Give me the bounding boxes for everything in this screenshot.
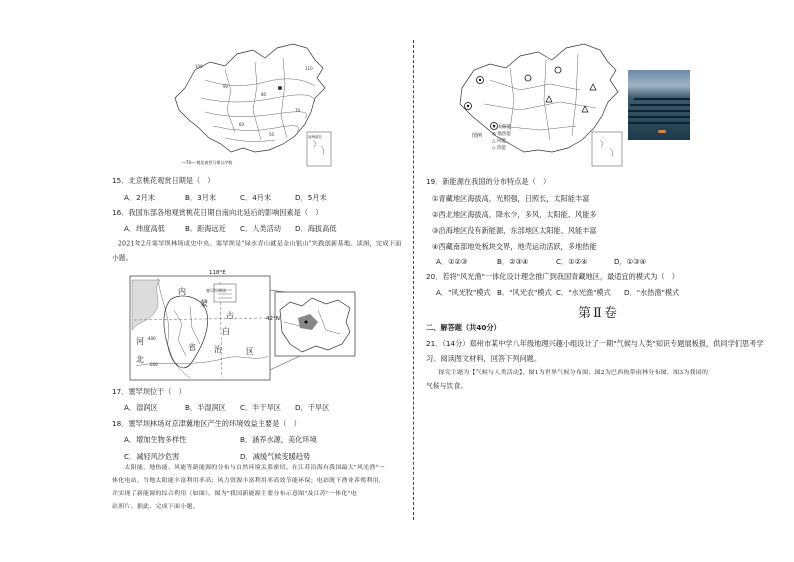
question-19-item-3: ③沿海地区没有新能源，东部地区太阳能、风能丰富: [432, 226, 597, 235]
question-19-item-1: ①青藏地区海拔高，光照强，日照长，太阳能丰富: [432, 194, 590, 203]
question-18-stem: 18．塞罕坝林场对京津冀地区产生的环境效益主要是（ ）: [112, 419, 301, 428]
question-17-option-d[interactable]: D．干旱区: [295, 403, 330, 412]
question-15-option-c[interactable]: C．4月末: [240, 193, 272, 202]
intro-new-energy: [112, 462, 412, 514]
question-16-stem: 16．我国东部各地观赏桃花日期自南向北延后的影响因素是（ ）: [112, 208, 323, 217]
map2-label-bei: 北: [136, 355, 144, 364]
map2-label-he: 河: [136, 337, 144, 346]
question-19-option-d[interactable]: D．①③④: [614, 257, 647, 266]
svg-text:90: 90: [223, 84, 229, 89]
map2-label-sheng: 省: [188, 343, 196, 352]
svg-text:70: 70: [295, 108, 301, 113]
saihanba-map: [130, 270, 410, 380]
heat-icon: ◇: [492, 146, 496, 151]
intro-new-energy-line4: 站照片。据此，完成下面小题。: [112, 502, 199, 510]
question-18-option-a[interactable]: A．增加生物多样性: [124, 435, 187, 444]
intro-saihanba-line1: 2021年2月塞罕坝林场成史中央。塞罕坝是"绿水青山就是金山银山"实践创新基地。读图，完成下面: [118, 239, 402, 248]
question-21-line2: 习。阅读图文材料，回答下列问题。: [426, 354, 542, 363]
question-19-option-b[interactable]: B．②③④: [497, 257, 529, 266]
svg-text:110: 110: [305, 66, 313, 71]
question-20-option-d[interactable]: D．"水热渔"模式: [624, 288, 680, 297]
question-20-stem: 20．若将"风光渔"一体化设计理念推广到我国青藏地区，最适宜的模式为（ ）: [426, 272, 679, 281]
question-16-option-c[interactable]: C．人类活动: [240, 224, 281, 233]
question-16-option-d[interactable]: D．海拔高低: [295, 224, 337, 233]
intro-new-energy-line3: 并实现了新能源的综合利用（如图）。图为"我国新能源主要分布示意图"及江苏"一体化"电: [112, 489, 357, 497]
question-20-option-c[interactable]: C．"水光渔"模式: [556, 288, 611, 297]
intro-new-energy-line1: 太阳能、地热能、风能等新能源的分布与自然环境关系密切。在江苏沿海有我国最大"风光渔"一: [112, 463, 385, 471]
map2-label-bai: 白: [222, 327, 230, 336]
energy-legend-title: 图例: [472, 133, 483, 139]
question-21-material-line2: 气候与饮食。: [426, 382, 468, 390]
map2-label-zhi: 治: [214, 345, 222, 354]
section-2-title: 第Ⅱ卷: [578, 306, 619, 321]
question-20-option-b[interactable]: B．"风光农"模式: [497, 288, 552, 297]
wind-icon: △: [492, 139, 496, 144]
legend-item-geothermal: 地热能: [497, 132, 511, 137]
question-15-option-d[interactable]: D．5月末: [295, 193, 327, 202]
map2-contour-400: 400: [148, 336, 156, 341]
geothermal-icon: ◎: [492, 132, 496, 137]
legend-item-wind: 风能: [496, 139, 506, 144]
sun-icon: ☼: [492, 125, 497, 130]
map2-label-meng: 蒙: [200, 299, 208, 308]
column-divider: [413, 40, 414, 520]
question-20-option-a[interactable]: A．"风光牧"模式: [436, 288, 491, 297]
map2-contour-600: 600: [150, 362, 158, 367]
question-17-stem: 17．塞罕坝位于（ ）: [112, 387, 186, 396]
question-19-option-a[interactable]: A．①②③: [436, 257, 468, 266]
svg-text:100: 100: [195, 64, 203, 69]
question-21-material-line1: 探究主题为【气候与人类活动】，图1为世界气候分布图，图2为巴西热带雨林分布图，图3为我国的: [426, 368, 709, 376]
part-2-heading: 二、解答题（共40分）: [426, 323, 501, 332]
question-21-material: [426, 367, 726, 393]
svg-text:60: 60: [239, 122, 245, 127]
solar-fishery-photo: [628, 70, 690, 140]
question-15-stem: 15．北京桃花观赏日期是（ ）: [112, 176, 215, 185]
question-17-option-c[interactable]: C．半干旱区: [240, 403, 281, 412]
question-17-option-b[interactable]: B．半湿润区: [185, 403, 226, 412]
question-15-option-b[interactable]: B．3月末: [185, 193, 217, 202]
question-18-option-b[interactable]: B．涵养水源，美化环境: [240, 435, 317, 444]
peach-blossom-map: [165, 40, 345, 170]
map2-latitude: 42°N: [266, 316, 280, 322]
question-19-stem: 19．新能源在我国的分布特点是（ ）: [426, 177, 551, 186]
legend-item-heat: 热能: [496, 146, 506, 151]
question-16-option-b[interactable]: B．距海远近: [185, 224, 226, 233]
question-16-option-a[interactable]: A．纬度高低: [124, 224, 165, 233]
question-19-item-2: ②西北地区海拔高，降水少，多风，太阳能、风能多: [432, 210, 597, 219]
question-21-line1: 21．（14分）郑州市某中学八年级地理兴趣小组设计了一期"气候与人类"知识专题展板报，供同学们思考学: [426, 339, 764, 348]
svg-text:50: 50: [269, 132, 275, 137]
map1-caption: —70— 桃花观赏日期日序数: [182, 160, 233, 165]
map1-inset-label: 南海诸岛: [308, 135, 322, 139]
question-19-option-c[interactable]: C．①②④: [556, 257, 588, 266]
intro-new-energy-line2: 体化电站，当地太阳能丰富利用率高；风力资源丰富利用率高效节能环保；电站既下渔业养殖利用，: [112, 476, 385, 484]
legend-item-solar: 太阳能: [497, 125, 511, 130]
map2-label-qu: 区: [246, 347, 254, 356]
question-18-option-c[interactable]: C．减轻风沙危害: [124, 452, 180, 461]
svg-text:80: 80: [261, 92, 267, 97]
map2-label-nei: 内: [178, 287, 186, 296]
question-15-option-a[interactable]: A．2月末: [124, 193, 156, 202]
intro-saihanba-line2: 小题。: [112, 254, 133, 262]
map2-longitude: 118°E: [209, 270, 226, 276]
question-17-option-a[interactable]: A．湿润区: [124, 403, 158, 412]
question-19-item-4: ④西藏南部地处板块交界，地壳运动活跃，多地热能: [432, 242, 597, 251]
map2-label-saihanba: 塞罕坝林场: [206, 288, 226, 293]
energy-legend: [492, 124, 511, 152]
new-energy-map: [450, 40, 630, 170]
question-18-option-d[interactable]: D．减缓气候变暖趋势: [240, 452, 311, 461]
map2-label-gu: 古: [226, 311, 234, 320]
